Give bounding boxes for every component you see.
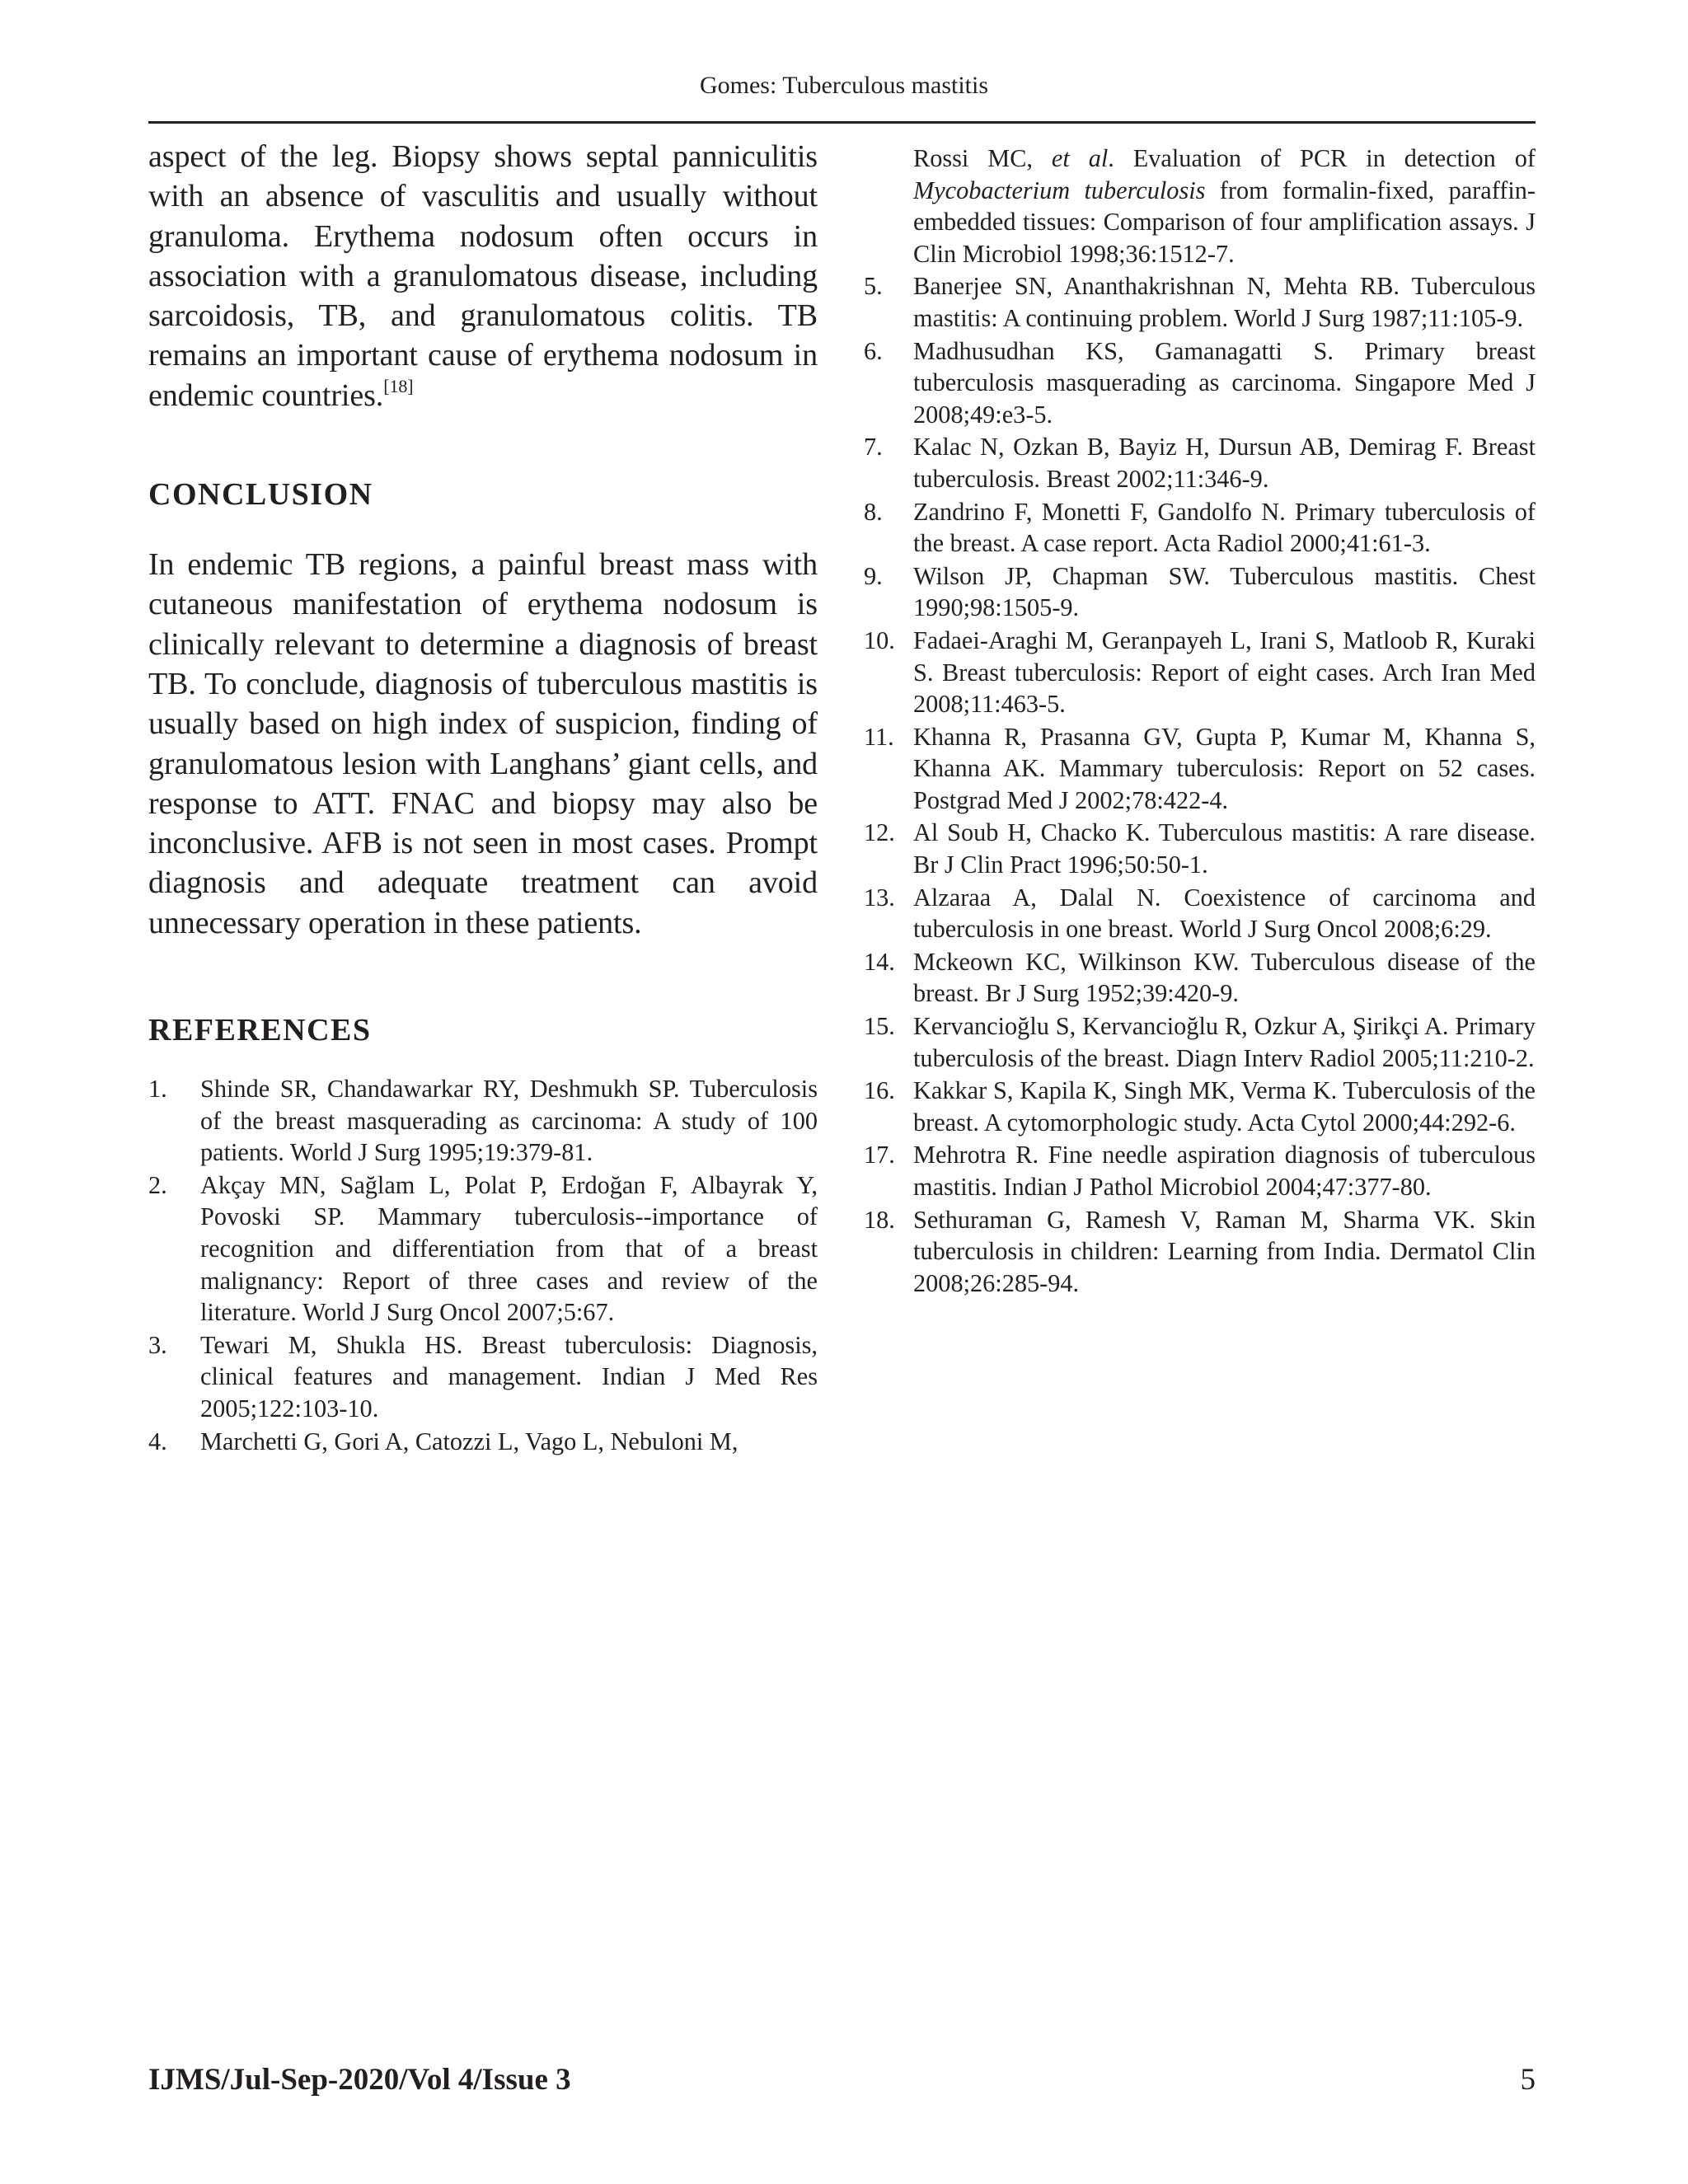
reference-number: 4.	[148, 1427, 167, 1455]
reference-text: Akçay MN, Sağlam L, Polat P, Erdoğan F, Albayrak Y, Povoski SP. Mammary tuberculosis--importance of recognition and differentiation from that of a breast malignancy: Report of three cases and review of the literature. World J Surg Oncol 2007;5:67.	[200, 1170, 818, 1327]
intro-paragraph-text: aspect of the leg. Biopsy shows septal panniculitis with an absence of vasculitis and usually without granuloma. Erythema nodosum often occurs in association with a granulomatous disease, including sarcoidosis, TB, and granulomatous colitis. TB remains an important cause of erythema nodosum in endemic countries.	[148, 139, 818, 413]
reference-number: 18.	[864, 1205, 895, 1234]
conclusion-heading: CONCLUSION	[148, 477, 373, 513]
reference-number: 13.	[864, 883, 895, 912]
reference-number: 15.	[864, 1012, 895, 1041]
right-column	[864, 143, 1536, 1300]
reference-number: 11.	[864, 722, 894, 751]
reference-text: Kervancioğlu S, Kervancioğlu R, Ozkur A, Şirikçi A. Primary tuberculosis of the breast. Diagn Interv Radiol 2005;11:210-2.	[913, 1012, 1536, 1072]
page-number: 5	[1520, 2063, 1536, 2097]
reference-text: Khanna R, Prasanna GV, Gupta P, Kumar M, Khanna S, Khanna AK. Mammary tuberculosis: Report on 52 cases. Postgrad Med J 2002;78:422-4.	[913, 722, 1536, 814]
reference-text: Al Soub H, Chacko K. Tuberculous mastitis: A rare disease. Br J Clin Pract 1996;50:50-1.	[913, 818, 1536, 879]
reference-text: Mehrotra R. Fine needle aspiration diagnosis of tuberculous mastitis. Indian J Pathol Microbiol 2004;47:377-80.	[913, 1141, 1536, 1201]
reference-number: 7.	[864, 433, 883, 462]
reference-4-continuation	[864, 143, 1536, 269]
reference-number: 14.	[864, 947, 895, 976]
reference-number: 1.	[148, 1075, 167, 1104]
reference-text: Banerjee SN, Ananthakrishnan N, Mehta RB. Tuberculous mastitis: A continuing problem. World J Surg 1987;11:105-9.	[913, 272, 1536, 332]
reference-text: Sethuraman G, Ramesh V, Raman M, Sharma VK. Skin tuberculosis in children: Learning from India. Dermatol Clin 2008;26:285-94.	[913, 1205, 1536, 1297]
reference-text: Tewari M, Shukla HS. Breast tuberculosis: Diagnosis, clinical features and management. Indian J Med Res 2005;122:103-10.	[200, 1330, 818, 1422]
left-column	[148, 137, 818, 1458]
reference-text: Shinde SR, Chandawarkar RY, Deshmukh SP. Tuberculosis of the breast masquerading as carcinoma: A study of 100 patients. World J Surg 1995;19:379-81.	[200, 1075, 818, 1167]
reference-number: 10.	[864, 626, 895, 654]
reference-text-fragment: Rossi MC,	[913, 144, 1052, 172]
reference-number: 2.	[148, 1170, 167, 1199]
reference-list-left	[148, 1073, 818, 1457]
reference-number: 9.	[864, 561, 883, 590]
reference-item	[864, 1010, 1536, 1074]
citation-superscript: [18]	[383, 375, 414, 396]
reference-item	[864, 882, 1536, 945]
reference-number: 6.	[864, 336, 883, 365]
reference-text: Mckeown KC, Wilkinson KW. Tuberculous disease of the breast. Br J Surg 1952;39:420-9.	[913, 947, 1536, 1008]
journal-issue-footer: IJMS/Jul-Sep-2020/Vol 4/Issue 3	[148, 2063, 571, 2097]
reference-number: 8.	[864, 497, 883, 526]
reference-text: Zandrino F, Monetti F, Gandolfo N. Primary tuberculosis of the breast. A case report. Acta Radiol 2000;41:61-3.	[913, 497, 1536, 558]
header-rule	[148, 121, 1536, 124]
references-heading: REFERENCES	[148, 1013, 372, 1048]
reference-item	[148, 1169, 818, 1329]
reference-item	[864, 270, 1536, 334]
reference-item	[864, 560, 1536, 624]
reference-text: Wilson JP, Chapman SW. Tuberculous mastitis. Chest 1990;98:1505-9.	[913, 561, 1536, 622]
reference-text: Kakkar S, Kapila K, Singh MK, Verma K. Tuberculosis of the breast. A cytomorphologic study. Acta Cytol 2000;44:292-6.	[913, 1076, 1536, 1137]
reference-text: Madhusudhan KS, Gamanagatti S. Primary breast tuberculosis masquerading as carcinoma. Singapore Med J 2008;49:e3-5.	[913, 336, 1536, 429]
species-name-italic: Mycobacterium tuberculosis	[913, 176, 1206, 204]
reference-item	[148, 1426, 818, 1458]
conclusion-paragraph: In endemic TB regions, a painful breast mass with cutaneous manifestation of erythema nodosum is clinically relevant to determine a diagnosis of breast TB. To conclude, diagnosis of tuberculous mastitis is usually based on high index of suspicion, finding of granulomatous lesion with Langhans’ giant cells, and response to ATT. FNAC and biopsy may also be inconclusive. AFB is not seen in most cases. Prompt diagnosis and adequate treatment can avoid unnecessary operation in these patients.	[148, 547, 818, 940]
reference-item	[148, 1329, 818, 1425]
reference-item	[864, 721, 1536, 817]
reference-number: 17.	[864, 1141, 895, 1169]
reference-item	[864, 431, 1536, 494]
reference-item	[864, 496, 1536, 560]
reference-item	[864, 946, 1536, 1010]
reference-item	[864, 335, 1536, 431]
et-al-italic: et al	[1051, 144, 1109, 172]
reference-item	[864, 817, 1536, 880]
reference-number: 12.	[864, 818, 895, 847]
reference-number: 16.	[864, 1076, 895, 1105]
reference-item	[864, 625, 1536, 720]
reference-item	[864, 1139, 1536, 1202]
reference-number: 5.	[864, 272, 883, 301]
reference-text: Kalac N, Ozkan B, Bayiz H, Dursun AB, Demirag F. Breast tuberculosis. Breast 2002;11:346-9.	[913, 433, 1536, 493]
reference-text: Fadaei-Araghi M, Geranpayeh L, Irani S, Matloob R, Kuraki S. Breast tuberculosis: Report of eight cases. Arch Iran Med 2008;11:463-5.	[913, 626, 1536, 719]
reference-item	[864, 1075, 1536, 1138]
reference-list-right	[864, 270, 1536, 1299]
reference-item	[148, 1073, 818, 1169]
reference-item	[864, 1204, 1536, 1300]
intro-paragraph	[148, 137, 818, 415]
reference-number: 3.	[148, 1330, 167, 1359]
reference-text: Marchetti G, Gori A, Catozzi L, Vago L, Nebuloni M,	[200, 1427, 738, 1455]
reference-text: Alzaraa A, Dalal N. Coexistence of carcinoma and tuberculosis in one breast. World J Surg Oncol 2008;6:29.	[913, 883, 1536, 944]
reference-text-fragment: from formalin-fixed, paraffin-embedded tissues: Comparison of four amplification assays. J Clin Microbiol 1998;36:1512-7.	[913, 176, 1536, 268]
reference-text-fragment: . Evaluation of PCR in detection of	[1108, 144, 1536, 172]
running-title: Gomes: Tuberculous mastitis	[699, 72, 989, 99]
